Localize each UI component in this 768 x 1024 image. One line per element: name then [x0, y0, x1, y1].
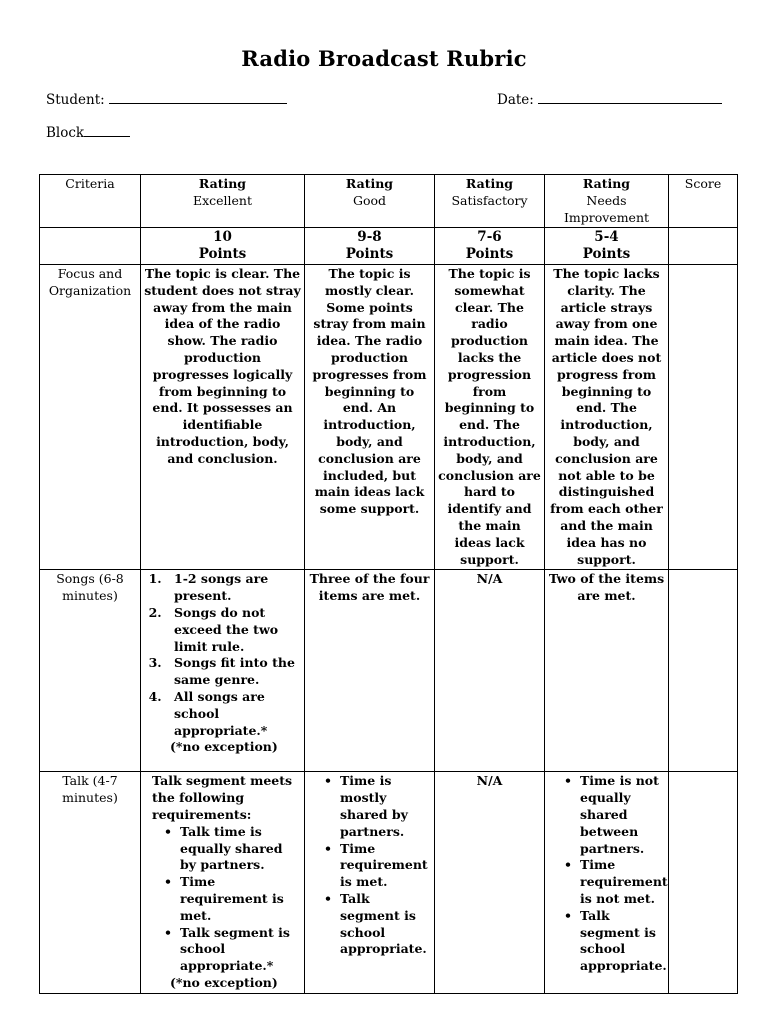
songs-satisfactory: N/A [435, 570, 545, 772]
songs-requirements-list [144, 571, 301, 739]
rating-label: Rating [582, 176, 631, 191]
needs-improvement-header [545, 175, 669, 228]
satisfactory-header [435, 175, 545, 228]
points-row [40, 228, 738, 265]
score-empty-cell [669, 228, 738, 265]
points-unit: Points [465, 246, 514, 263]
focus-excellent: The topic is clear. The student does not stray away from the main idea of the radio show. The radio production progresses logically from beginning to end. It possesses an identifiable introduction, body, and conclusion. [141, 264, 305, 569]
date-label: Date: [497, 92, 534, 108]
talk-good [305, 772, 435, 993]
talk-score[interactable] [669, 772, 738, 993]
list-item: 3. Songs fit into the same genre. [166, 655, 301, 689]
list-item: • Talk segment is school appropriate.* [180, 925, 301, 975]
list-item: • Talk time is equally shared by partners. [180, 824, 301, 874]
talk-lead: Talk segment meets the following requirements: [152, 773, 293, 822]
points-value: 9-8 [357, 229, 382, 246]
rating-label: Rating [345, 176, 394, 191]
focus-good: The topic is mostly clear. Some points stray from main idea. The radio production progresses from beginning to end. An introduction, body, and conclusion are included, but main ideas lack some support. [305, 264, 435, 569]
date-field [497, 91, 722, 108]
student-field [46, 91, 287, 108]
talk-row [40, 772, 738, 993]
block-field [46, 124, 130, 141]
rubric-table [39, 174, 738, 994]
list-item: 1. 1-2 songs are present. [166, 571, 301, 605]
songs-excellent [141, 570, 305, 772]
date-line[interactable] [538, 91, 722, 104]
page-title: Radio Broadcast Rubric [241, 46, 527, 71]
points-value: 7-6 [477, 229, 502, 246]
block-label: Block [46, 125, 85, 141]
points-cell [545, 228, 669, 265]
talk-excellent [141, 772, 305, 993]
student-line[interactable] [109, 91, 287, 104]
block-line[interactable] [84, 124, 130, 137]
songs-row [40, 570, 738, 772]
songs-needs-improvement: Two of the items are met. [545, 570, 669, 772]
songs-criteria: Songs (6-8 minutes) [40, 570, 141, 772]
rating-label: Rating [465, 176, 514, 191]
list-item: 2. Songs do not exceed the two limit rule. [166, 605, 301, 655]
criteria-header: Criteria [40, 175, 141, 228]
student-label: Student: [46, 92, 105, 108]
list-item: • Talk segment is school appropriate. [580, 908, 665, 975]
list-item: • Talk segment is school appropriate. [340, 891, 431, 958]
points-empty-cell [40, 228, 141, 265]
points-unit: Points [198, 246, 247, 263]
header-row [40, 175, 738, 228]
songs-score[interactable] [669, 570, 738, 772]
talk-satisfactory: N/A [435, 772, 545, 993]
focus-satisfactory: The topic is somewhat clear. The radio production lacks the progression from beginning to end. The introduction, body, and conclusion are hard to identify and the main ideas lack support. [435, 264, 545, 569]
level-label: Needs Improvement [563, 192, 650, 225]
talk-good-list [308, 773, 431, 958]
songs-good: Three of the four items are met. [305, 570, 435, 772]
points-cell [141, 228, 305, 265]
points-cell [435, 228, 545, 265]
points-cell [305, 228, 435, 265]
list-item: • Time is not equally shared between partners. [580, 773, 665, 857]
focus-criteria: Focus and Organization [40, 264, 141, 569]
talk-requirements-list [144, 824, 301, 975]
score-header: Score [669, 175, 738, 228]
talk-criteria: Talk (4-7 minutes) [40, 772, 141, 993]
rating-label: Rating [198, 176, 247, 191]
talk-needs-improvement [545, 772, 669, 993]
good-header [305, 175, 435, 228]
points-unit: Points [345, 246, 394, 263]
level-label: Good [352, 192, 387, 208]
songs-note: (*no exception) [170, 739, 278, 755]
points-value: 10 [213, 229, 232, 246]
list-item: 4. All songs are school appropriate.* [166, 689, 301, 739]
level-label: Satisfactory [451, 192, 528, 208]
focus-row [40, 264, 738, 569]
list-item: • Time requirement is met. [180, 874, 301, 924]
points-value: 5-4 [594, 229, 619, 246]
talk-needs-list [548, 773, 668, 975]
talk-note: (*no exception) [170, 974, 278, 990]
points-unit: Points [582, 246, 631, 263]
excellent-header [141, 175, 305, 228]
level-label: Excellent [192, 192, 253, 208]
focus-needs-improvement: The topic lacks clarity. The article strays away from one main idea. The article does not progress from beginning to end. The introduction, body, and conclusion are not able to be distinguished from each other and the main idea has no support. [545, 264, 669, 569]
list-item: • Time requirement is met. [340, 841, 431, 891]
list-item: • Time requirement is not met. [580, 857, 665, 907]
focus-score[interactable] [669, 264, 738, 569]
list-item: • Time is mostly shared by partners. [340, 773, 431, 840]
